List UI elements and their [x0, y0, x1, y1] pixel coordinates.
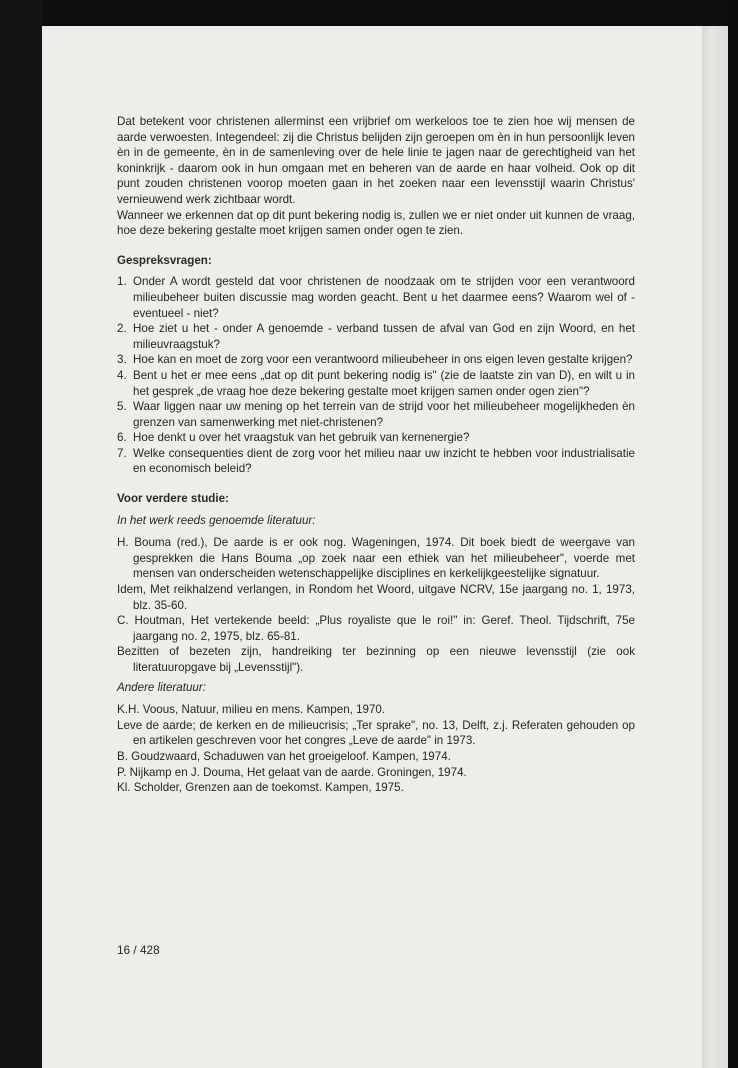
- reference-item: Idem, Met reikhalzend verlangen, in Rondom het Woord, uitgave NCRV, 15e jaargang no. 1, 1973, blz. 35-60.: [117, 583, 635, 612]
- questions-list: [117, 274, 635, 477]
- question-text: Welke consequenties dient de zorg voor het milieu naar uw inzicht te hebben voor industrialisatie en economisch beleid?: [133, 446, 635, 476]
- reference-item: C. Houtman, Het vertekende beeld: „Plus royaliste que le roi!" in: Geref. Theol. Tijdschrift, 75e jaargang no. 2, 1975, blz. 65-81.: [117, 614, 635, 643]
- question-item: [117, 399, 635, 430]
- reference-item: P. Nijkamp en J. Douma, Het gelaat van de aarde. Groningen, 1974.: [117, 765, 467, 779]
- question-item: [117, 430, 635, 446]
- question-number: 3.: [117, 353, 127, 367]
- question-text: Bent u het er mee eens „dat op dit punt bekering nodig is" (zie de laatste zin van D), en wilt u in het gesprek „de vraag hoe deze bekering gestalte moet krijgen samen onder ogen zien"?: [133, 368, 635, 398]
- question-item: [117, 368, 635, 399]
- intro-paragraph-1: Dat betekent voor christenen allerminst een vrijbrief om werkeloos toe te zien hoe wij mensen de aarde verwoesten. Integendeel: zij die Christus belijden zijn geroepen om èn in hun persoonlijk leven èn in de gemeente, èn in de samenleving over de hele linie te jagen naar de gerechtigheid van het koninkrijk - daarom ook in hun omgaan met en beheren van de aarde en haar volheid. Ook op dit punt zouden christenen voorop moeten gaan in het zoeken naar een levensstijl waarin Christus' vernieuwend werk zichtbaar wordt.: [117, 115, 635, 206]
- question-number: 7.: [117, 446, 127, 460]
- scan-right-border: [728, 0, 738, 1068]
- reference-item: H. Bouma (red.), De aarde is er ook nog. Wageningen, 1974. Dit boek biedt de weergave van gesprekken die Hans Bouma „op zoek naar een ethiek van het milieubeheer", voerde met mensen van onderscheiden wetenschappelijke disciplines en kerkelijkgeestelijke signatuur.: [117, 536, 635, 581]
- question-number: 4.: [117, 368, 127, 382]
- question-number: 6.: [117, 431, 127, 445]
- page-content: [117, 114, 635, 796]
- question-text: Hoe ziet u het - onder A genoemde - verband tussen de afval van God en zijn Woord, en het milieuvraagstuk?: [133, 322, 635, 351]
- scan-left-border: [0, 0, 42, 1068]
- reference-item: Leve de aarde; de kerken en de milieucrisis; „Ter sprake", no. 13, Delft, z.j. Referaten gehouden op en artikelen geschreven voor het congres „Leve de aarde" in 1973.: [117, 718, 635, 748]
- reference-item: K.H. Voous, Natuur, milieu en mens. Kampen, 1970.: [117, 703, 386, 717]
- question-item: [117, 274, 635, 321]
- references-other: [117, 702, 635, 796]
- study-heading: Voor verdere studie:: [117, 492, 229, 506]
- references-existing: [117, 535, 635, 675]
- question-text: Waar liggen naar uw mening op het terrein van de strijd voor het milieubeheer mogelijkheden èn grenzen van samenwerking met niet-christenen?: [133, 400, 635, 429]
- reference-item: Bezitten of bezeten zijn, handreiking ter bezinning op een nieuwe levensstijl (zie ook literatuuropgave bij „Levensstijl").: [117, 645, 635, 674]
- page-number: 16 / 428: [117, 943, 160, 957]
- study-subheading-existing: In het werk reeds genoemde literatuur:: [117, 513, 316, 527]
- question-text: Hoe denkt u over het vraagstuk van het gebruik van kernenergie?: [133, 431, 470, 445]
- study-subheading-other: Andere literatuur:: [117, 680, 206, 694]
- reference-item: B. Goudzwaard, Schaduwen van het groeigeloof. Kampen, 1974.: [117, 749, 451, 763]
- question-text: Hoe kan en moet de zorg voor een verantwoord milieubeheer in ons eigen leven gestalte krijgen?: [133, 353, 633, 367]
- reference-item: Kl. Scholder, Grenzen aan de toekomst. Kampen, 1975.: [117, 781, 404, 795]
- question-text: Onder A wordt gesteld dat voor christenen de noodzaak om te strijden voor een verantwoord milieubeheer buiten discussie mag worden geacht. Bent u het daarmee eens? Waarom wel of - eventueel - niet?: [133, 275, 635, 320]
- questions-heading: Gespreksvragen:: [117, 253, 212, 267]
- question-item: [117, 352, 635, 368]
- intro-paragraph-2: Wanneer we erkennen dat op dit punt bekering nodig is, zullen we er niet onder uit kunnen de vraag, hoe deze bekering gestalte moet krijgen samen onder ogen te zien.: [117, 208, 635, 238]
- question-number: 1.: [117, 275, 127, 289]
- question-item: [117, 321, 635, 352]
- question-number: 5.: [117, 400, 127, 414]
- question-number: 2.: [117, 322, 127, 336]
- question-item: [117, 446, 635, 477]
